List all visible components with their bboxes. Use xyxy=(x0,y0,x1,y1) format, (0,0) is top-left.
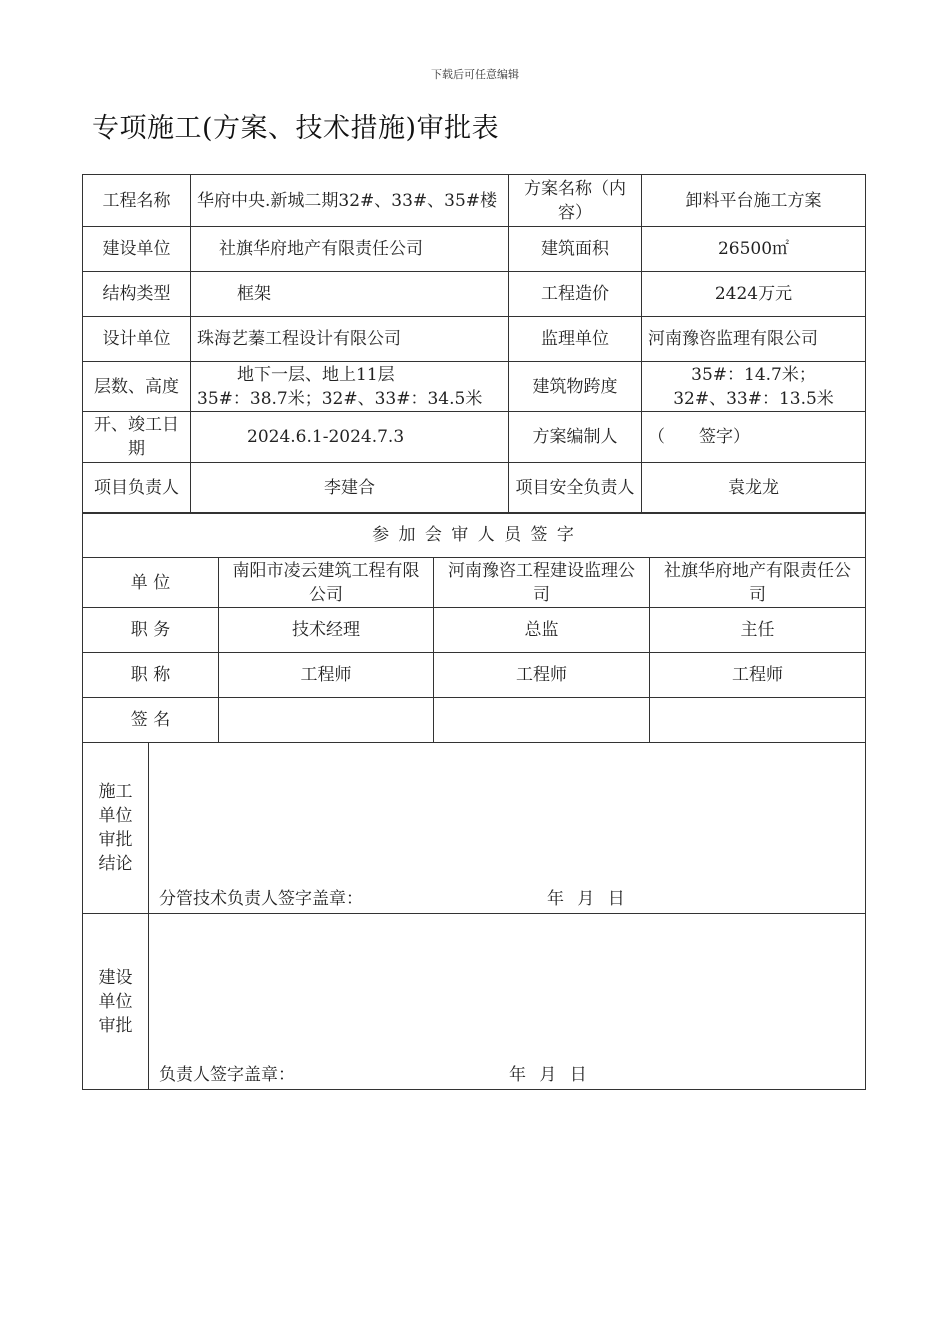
construction-approval-label: 施工单位审批结论 xyxy=(83,743,149,914)
pm-label: 项目负责人 xyxy=(83,463,191,514)
table-row xyxy=(83,463,866,514)
floors-label: 层数、高度 xyxy=(83,362,191,412)
position-3: 主任 xyxy=(650,608,866,653)
structure-value: 框架 xyxy=(191,272,509,317)
author-label: 方案编制人 xyxy=(509,412,642,463)
project-name-value: 华府中央.新城二期32#、33#、35#楼 xyxy=(191,175,509,227)
project-info-table xyxy=(82,174,866,514)
position-1: 技术经理 xyxy=(219,608,434,653)
floors-value-line-1: 地下一层、地上11层 xyxy=(237,364,395,385)
rank-2: 工程师 xyxy=(434,653,650,698)
header-note: 下载后可任意编辑 xyxy=(431,68,519,81)
table-row xyxy=(83,914,866,1090)
unit-2: 河南豫咨工程建设监理公司 xyxy=(434,558,650,608)
cost-value: 2424万元 xyxy=(642,272,866,317)
builder-label: 建设单位 xyxy=(83,227,191,272)
unit-label: 单 位 xyxy=(83,558,219,608)
area-label: 建筑面积 xyxy=(509,227,642,272)
unit-1: 南阳市凌云建筑工程有限公司 xyxy=(219,558,434,608)
construction-approval-field[interactable] xyxy=(149,743,866,914)
review-signature-table xyxy=(82,512,866,743)
table-row xyxy=(83,317,866,362)
rank-3: 工程师 xyxy=(650,653,866,698)
approval-table xyxy=(82,742,866,1090)
dates-value: 2024.6.1-2024.7.3 xyxy=(191,412,509,463)
span-value-line-1: 35#：14.7米； xyxy=(691,364,816,385)
area-value: 26500㎡ xyxy=(642,227,866,272)
span-value-line-2: 32#、33#：13.5米 xyxy=(673,388,834,409)
floors-value-line-2: 35#：38.7米；32#、33#：34.5米 xyxy=(197,388,483,409)
unit-3: 社旗华府地产有限责任公司 xyxy=(650,558,866,608)
author-signature-field[interactable]: （ 签字） xyxy=(642,412,866,463)
construction-sign-line: 分管技术负责人签字盖章： xyxy=(159,889,363,909)
table-row xyxy=(83,558,866,608)
table-row xyxy=(83,698,866,743)
plan-name-label: 方案名称（内容） xyxy=(509,175,642,227)
table-row xyxy=(83,175,866,227)
table-row xyxy=(83,608,866,653)
supervisor-value: 河南豫咨监理有限公司 xyxy=(642,317,866,362)
position-2: 总监 xyxy=(434,608,650,653)
builder-value: 社旗华府地产有限责任公司 xyxy=(191,227,509,272)
owner-approval-label: 建设单位审批 xyxy=(83,914,149,1090)
table-row xyxy=(83,513,866,558)
safety-label: 项目安全负责人 xyxy=(509,463,642,514)
span-label: 建筑物跨度 xyxy=(509,362,642,412)
cost-label: 工程造价 xyxy=(509,272,642,317)
construction-date: 年 月 日 xyxy=(547,889,629,909)
structure-label: 结构类型 xyxy=(83,272,191,317)
signature-field-1[interactable] xyxy=(219,698,434,743)
safety-value: 袁龙龙 xyxy=(642,463,866,514)
rank-label: 职 称 xyxy=(83,653,219,698)
floors-value xyxy=(191,362,509,412)
designer-label: 设计单位 xyxy=(83,317,191,362)
signature-field-2[interactable] xyxy=(434,698,650,743)
table-row xyxy=(83,227,866,272)
rank-1: 工程师 xyxy=(219,653,434,698)
sign-label: 签 名 xyxy=(83,698,219,743)
owner-sign-line: 负责人签字盖章： xyxy=(159,1065,295,1085)
supervisor-label: 监理单位 xyxy=(509,317,642,362)
project-name-label: 工程名称 xyxy=(83,175,191,227)
table-row xyxy=(83,653,866,698)
table-row xyxy=(83,412,866,463)
designer-value: 珠海艺蓁工程设计有限公司 xyxy=(191,317,509,362)
position-label: 职 务 xyxy=(83,608,219,653)
table-row xyxy=(83,272,866,317)
table-row xyxy=(83,362,866,412)
signature-field-3[interactable] xyxy=(650,698,866,743)
span-value xyxy=(642,362,866,412)
owner-date: 年 月 日 xyxy=(509,1065,591,1085)
document-title: 专项施工(方案、技术措施)审批表 xyxy=(92,113,500,144)
review-section-title: 参 加 会 审 人 员 签 字 xyxy=(83,513,866,558)
pm-value: 李建合 xyxy=(191,463,509,514)
owner-approval-field[interactable] xyxy=(149,914,866,1090)
dates-label: 开、竣工日期 xyxy=(83,412,191,463)
table-row xyxy=(83,743,866,914)
plan-name-value: 卸料平台施工方案 xyxy=(642,175,866,227)
